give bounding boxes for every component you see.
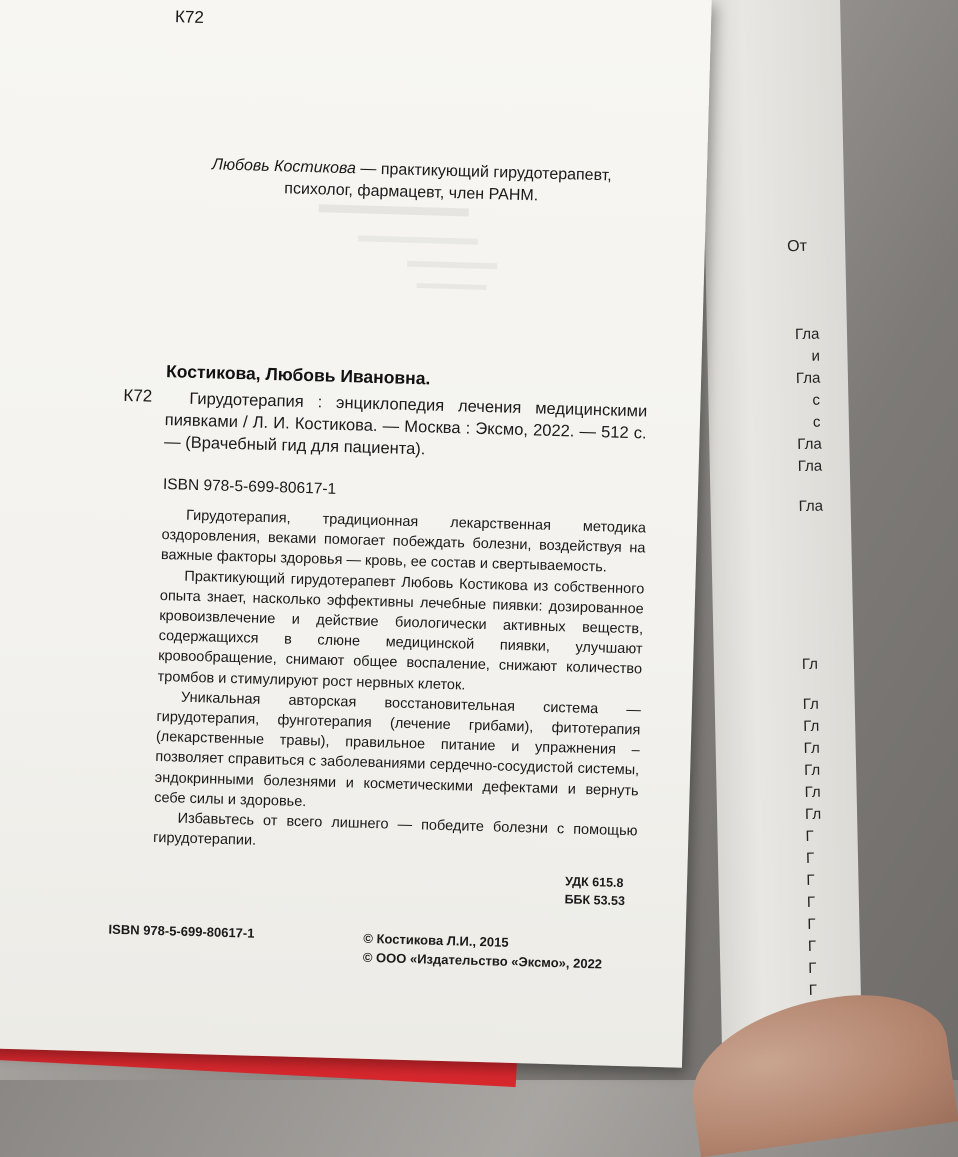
annotation-paragraph: Гирудотерапия, традиционная лекарственная методика оздоровления, веками помогает побеждать болезни, воздействуя на важные факторы здоровья — кровь, ее состав и свертываемость. bbox=[160, 507, 647, 576]
facing-page-text: Г bbox=[806, 893, 816, 911]
catalog-code: К72 bbox=[123, 385, 153, 406]
bibliographic-description: Гирудотерапия : энциклопедия лечения медицинскими пиявками / Л. И. Костикова. — Москва : Эксмо, 2022. — 512 с. — (Врачебный гид для пациента). bbox=[163, 389, 648, 459]
facing-page-text: с bbox=[812, 413, 821, 431]
annotation-paragraph: Избавьтесь от всего лишнего — победите болезни с помощью гирудотерапии. bbox=[152, 810, 638, 850]
facing-page-text: Г bbox=[806, 871, 815, 889]
facing-page-text: Гла bbox=[798, 497, 824, 516]
annotation-paragraph: Уникальная авторская восстановительная система — гирудотерапия, фунготерапия (лечение грибами), фитотерапия (лекарственные травы), правильное питание и упражнения – позволяет справиться с заболеваниями сердечно-сосудистой системы, эндокринными болезнями и косметическими дефектами и вернуть себе силы и здоровье. bbox=[154, 689, 642, 810]
isbn-bottom: ISBN 978-5-699-80617-1 bbox=[108, 921, 255, 941]
facing-page-text: Гла bbox=[795, 369, 821, 388]
author-note-name: Любовь Костикова bbox=[211, 156, 357, 178]
bbk-code: ББК 53.53 bbox=[564, 892, 626, 909]
copyright-block bbox=[363, 929, 603, 974]
author-note-line2: психолог, фармацевт, член РАНМ. bbox=[284, 180, 539, 205]
facing-page-text: Гла bbox=[794, 325, 820, 344]
copyright-author: © Костикова Л.И., 2015 bbox=[363, 930, 509, 950]
facing-page-text: Гл bbox=[804, 805, 822, 823]
facing-page-text: Гл bbox=[803, 739, 820, 757]
udk-code: УДК 615.8 bbox=[564, 874, 624, 891]
annotation bbox=[153, 505, 646, 862]
facing-page-text: и bbox=[811, 347, 821, 365]
facing-page-text: Гл bbox=[802, 695, 819, 714]
facing-page-text: Гл bbox=[803, 717, 820, 735]
author-note-line1: — практикующий гирудотерапевт, bbox=[355, 160, 612, 185]
facing-page-text: Г bbox=[807, 915, 816, 933]
facing-page-text: Г bbox=[807, 937, 817, 955]
facing-page-text: Г bbox=[808, 959, 817, 977]
facing-page-text: От bbox=[787, 237, 808, 256]
facing-page-text: Г bbox=[808, 981, 818, 999]
facing-page-text: Гл bbox=[804, 783, 821, 801]
facing-page-text: Гла bbox=[797, 457, 823, 476]
facing-page-text: Г bbox=[805, 827, 814, 845]
top-catalog-code: К72 bbox=[174, 7, 205, 27]
facing-page-text: Г bbox=[805, 849, 815, 867]
classification-codes bbox=[564, 872, 625, 910]
facing-page bbox=[700, 0, 863, 1080]
author-note bbox=[196, 154, 627, 210]
isbn-line: ISBN 978-5-699-80617-1 bbox=[162, 476, 337, 498]
facing-page-text: Гла bbox=[797, 435, 822, 454]
facing-page-text: Гл bbox=[801, 655, 819, 674]
facing-page-text: Гл bbox=[803, 761, 821, 779]
main-author-heading: Костикова, Любовь Ивановна. bbox=[165, 361, 431, 389]
facing-page-text: с bbox=[812, 391, 821, 409]
annotation-paragraph: Практикующий гирудотерапевт Любовь Костикова из собственного опыта знает, насколько эффективны лечебные пиявки: дозированное кровоизвлечение и действие биологически активных веществ, содержащихся в слюне медицинской пиявки, улучшают кровообращение, снимают общее воспаление, снижают количество тромбов и стимулируют рост нервных клеток. bbox=[157, 568, 645, 694]
copyright-publisher: © ООО «Издательство «Эксмо», 2022 bbox=[362, 949, 603, 972]
